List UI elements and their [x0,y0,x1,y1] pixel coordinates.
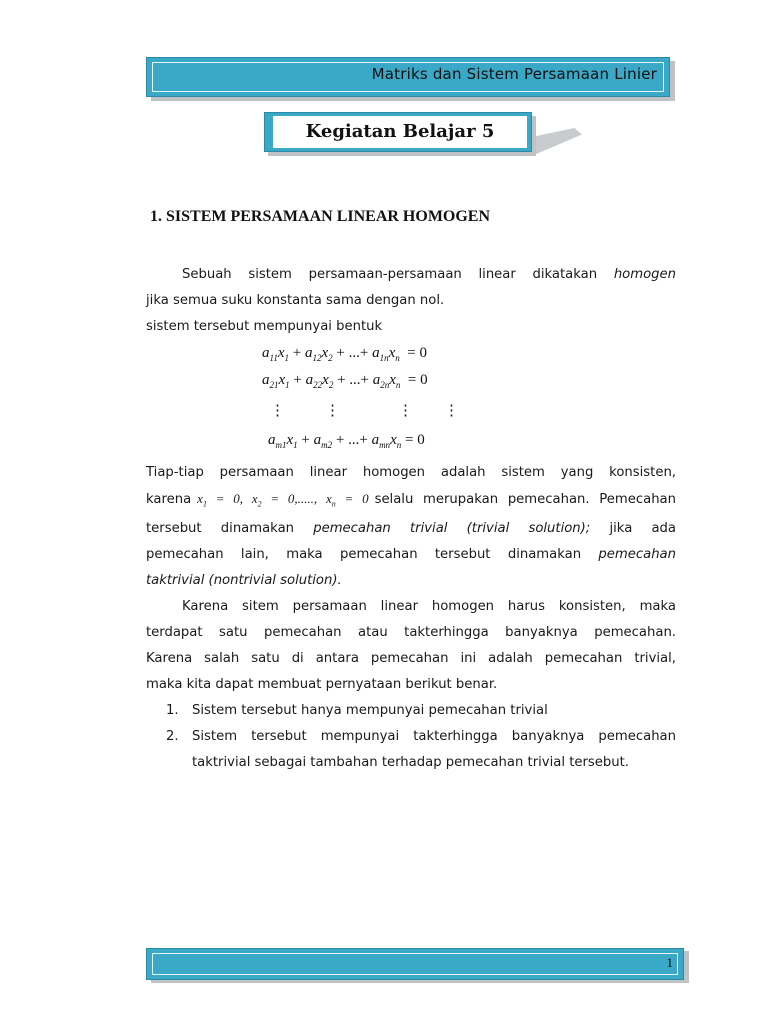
list-text: Sistem tersebut mempunyai takterhingga banyaknya pemecahan taktrivial sebagai tambahan terhadap pemecahan trivial tersebut. [192,729,676,770]
page-number: 1 [666,955,673,970]
activity-title-inner [273,116,527,148]
emphasis-text: pemecahan [598,547,676,562]
paragraph-text: pemecahan lain, maka pemecahan tersebut dinamakan [146,547,599,562]
vertical-ellipsis: ⋮ [398,403,413,419]
paragraph-3-line-4: maka kita dapat membuat pernyataan berikut benar. [146,677,498,692]
paragraph-text: selalu merupakan pemecahan. Pemecahan [374,492,676,507]
paragraph-1-line-3: sistem tersebut mempunyai bentuk [146,319,383,334]
paragraph-text: Sebuah sistem persamaan-persamaan linear dikatakan [182,267,614,282]
header-title: Matriks dan Sistem Persamaan Linier [371,65,657,83]
emphasis-text: pemecahan trivial (trivial solution); [313,521,591,536]
equation-row-1: $a_{11}x_1 + a_{12}x_2$ + ...+ $a_{1n}x_n = 0$ [262,345,427,363]
vertical-ellipsis: ⋮ [325,403,340,419]
list-item [166,698,676,724]
activity-title-box [264,112,532,152]
equation-row-m: $a_{m1}x_1 + a_{m2}$ + ...+ $a_{mn}x_n = 0$ [268,432,425,450]
paragraph-3-line-2: terdapat satu pemecahan atau takterhingga banyaknya pemecahan. [146,625,676,640]
paragraph-3-line-1: Karena sitem persamaan linear homogen harus konsisten, maka [182,599,676,614]
paragraph-3-line-3: Karena salah satu di antara pemecahan ini adalah pemecahan trivial, [146,651,676,666]
emphasis-text: taktrivial (nontrivial solution). [146,573,342,588]
paragraph-text: karena [146,492,192,507]
vertical-ellipsis: ⋮ [444,403,459,419]
paragraph-1-line-1 [146,262,676,288]
vertical-ellipsis: ⋮ [270,403,285,419]
footer-bar [146,948,684,980]
list-item [166,724,676,776]
paragraph-text: jika ada [590,521,676,536]
section-heading: 1. SISTEM PERSAMAAN LINEAR HOMOGEN [150,208,491,225]
paragraph-1-line-2: jika semua suku konstanta sama dengan nol. [146,293,445,308]
paragraph-2-line-1: Tiap-tiap persamaan linear homogen adalah sistem yang konsisten, [146,465,676,480]
inline-trivial-solution: $x_1 = 0$, $x_2 = 0$,....., $x_n = 0$ [197,491,369,509]
paragraph-2-line-3 [146,516,676,542]
list-number: 2. [166,729,179,744]
footer-inner-frame [152,953,678,975]
list-number: 1. [166,703,179,718]
paragraph-2-line-4 [146,542,676,568]
activity-title: Kegiatan Belajar 5 [305,121,495,142]
paragraph-2-line-5 [146,568,676,594]
emphasis-text: homogen [613,267,676,282]
list-text: Sistem tersebut hanya mempunyai pemecahan trivial [192,703,548,718]
equation-row-2: $a_{21}x_1 + a_{22}x_2$ + ...+ $a_{2n}x_n = 0$ [262,372,428,390]
paragraph-2-line-2 [146,486,676,518]
paragraph-text: tersebut dinamakan [146,521,314,536]
header-bar [146,57,670,97]
